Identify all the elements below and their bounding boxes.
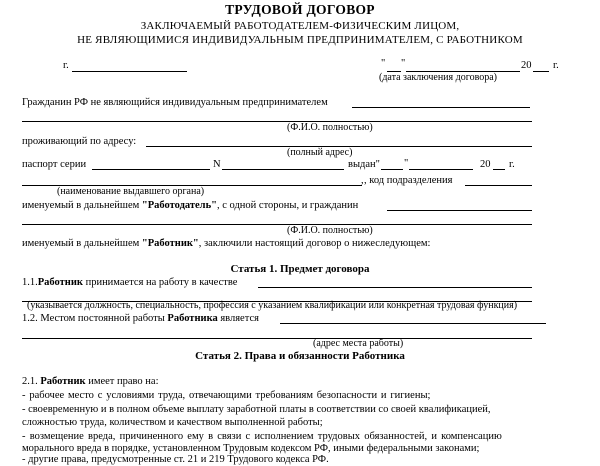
article-2-heading: Статья 2. Права и обязанности Работника bbox=[195, 350, 405, 362]
employer-address-caption: (полный адрес) bbox=[287, 147, 353, 158]
employer-name-field[interactable] bbox=[352, 107, 530, 108]
employee-designation bbox=[22, 238, 430, 250]
employer-designation-suffix: , с одной стороны, и гражданин bbox=[216, 200, 359, 211]
clause-2-1 bbox=[22, 376, 159, 388]
issued-month-field[interactable] bbox=[409, 169, 473, 170]
date-caption: (дата заключения договора) bbox=[379, 72, 497, 83]
year-field[interactable] bbox=[533, 71, 549, 72]
employee-name-field[interactable] bbox=[387, 210, 532, 211]
issuer-trailing-comma: , bbox=[361, 175, 364, 186]
clause-2-1-term: Работник bbox=[40, 376, 86, 387]
clause-1-2-suffix: является bbox=[217, 313, 259, 324]
right-item-4: - другие права, предусмотренные ст. 21 и 219 Трудового кодекса РФ. bbox=[22, 454, 329, 465]
employer-designation-prefix: именуемый в дальнейшем bbox=[22, 200, 142, 211]
passport-series-field[interactable] bbox=[92, 169, 210, 170]
workplace-field[interactable] bbox=[280, 323, 546, 324]
passport-number-field[interactable] bbox=[222, 169, 344, 170]
document-subtitle-line-1: ЗАКЛЮЧАЕМЫЙ РАБОТОДАТЕЛЕМ-ФИЗИЧЕСКИМ ЛИЦОМ, bbox=[140, 20, 460, 32]
clause-1-2-text: 1.2. Местом постоянной работы bbox=[22, 313, 168, 324]
clause-1-1-text: принимается на работу в качестве bbox=[82, 277, 238, 288]
document-title: ТРУДОВОЙ ДОГОВОР bbox=[225, 2, 375, 17]
employer-fio-caption: (Ф.И.О. полностью) bbox=[287, 122, 373, 133]
date-close-quote: " bbox=[401, 58, 406, 69]
right-item-3-line-2: морального вреда в порядке, установленном Трудовым кодексом РФ, иными федеральными законами; bbox=[22, 443, 480, 454]
clause-1-2-term: Работника bbox=[167, 313, 218, 324]
clause-2-1-number: 2.1. bbox=[22, 376, 41, 387]
right-item-3-line-1: - возмещение вреда, причиненного ему в связи с исполнением трудовых обязанностей, и компенсацию bbox=[22, 431, 502, 442]
document-subtitle-line-2: НЕ ЯВЛЯЮЩИМИСЯ ИНДИВИДУАЛЬНЫМ ПРЕДПРИНИМАТЕЛЕМ, С РАБОТНИКОМ bbox=[77, 34, 523, 46]
position-caption: (указывается должность, специальность, профессия с указанием квалификации или конкретная трудовая функция) bbox=[27, 300, 518, 311]
employer-designation bbox=[22, 200, 358, 212]
city-prefix: г. bbox=[63, 60, 69, 71]
issued-day-field[interactable] bbox=[381, 169, 403, 170]
workplace-caption: (адрес места работы) bbox=[313, 338, 404, 349]
employer-designation-term: "Работодатель" bbox=[141, 200, 217, 211]
employer-name-field-line-2[interactable] bbox=[22, 121, 532, 122]
right-item-1: - рабочее место с условиями труда, отвечающими требованиям безопасности и гигиены; bbox=[22, 390, 431, 401]
employer-address-label: проживающий по адресу: bbox=[22, 136, 137, 147]
employee-designation-term: "Работник" bbox=[141, 238, 199, 249]
issuer-caption: (наименование выдавшего органа) bbox=[57, 186, 205, 197]
year-suffix: г. bbox=[553, 60, 559, 71]
issued-year-field[interactable] bbox=[493, 169, 505, 170]
date-open-quote: " bbox=[381, 58, 386, 69]
department-code-label: , код подразделения bbox=[364, 175, 453, 186]
clause-1-2 bbox=[22, 313, 259, 325]
employee-fio-caption: (Ф.И.О. полностью) bbox=[287, 225, 373, 236]
employee-name-field-line-2[interactable] bbox=[22, 224, 532, 225]
clause-1-1-term: Работник bbox=[37, 277, 83, 288]
position-field[interactable] bbox=[258, 287, 532, 288]
department-code-field[interactable] bbox=[465, 185, 532, 186]
article-1-heading: Статья 1. Предмет договора bbox=[230, 263, 370, 275]
right-item-2-line-1: - своевременную и в полном объеме выплату заработной платы в соответствии со своей квалификацией, bbox=[22, 404, 491, 415]
issued-year-prefix: 20 bbox=[480, 159, 491, 170]
issued-year-suffix: г. bbox=[509, 159, 515, 170]
workplace-field-line-2[interactable] bbox=[22, 338, 532, 339]
clause-1-1-number: 1.1. bbox=[22, 277, 38, 288]
city-field[interactable] bbox=[72, 71, 187, 72]
employer-label: Гражданин РФ не являющийся индивидуальным предпринимателем bbox=[22, 97, 328, 108]
passport-number-label: N bbox=[213, 159, 221, 170]
passport-issued-label: выдан" bbox=[348, 159, 380, 170]
clause-1-1 bbox=[22, 277, 237, 289]
employee-designation-prefix: именуемый в дальнейшем bbox=[22, 238, 142, 249]
passport-series-label: паспорт серии bbox=[22, 159, 87, 170]
employee-designation-suffix: , заключили настоящий договор о нижеследующем: bbox=[198, 238, 431, 249]
year-prefix: 20 bbox=[521, 60, 532, 71]
clause-2-1-text: имеет право на: bbox=[85, 376, 159, 387]
right-item-2-line-2: сложностью труда, количеством и качеством выполненной работы; bbox=[22, 417, 323, 428]
issued-close-quote: " bbox=[404, 158, 409, 169]
